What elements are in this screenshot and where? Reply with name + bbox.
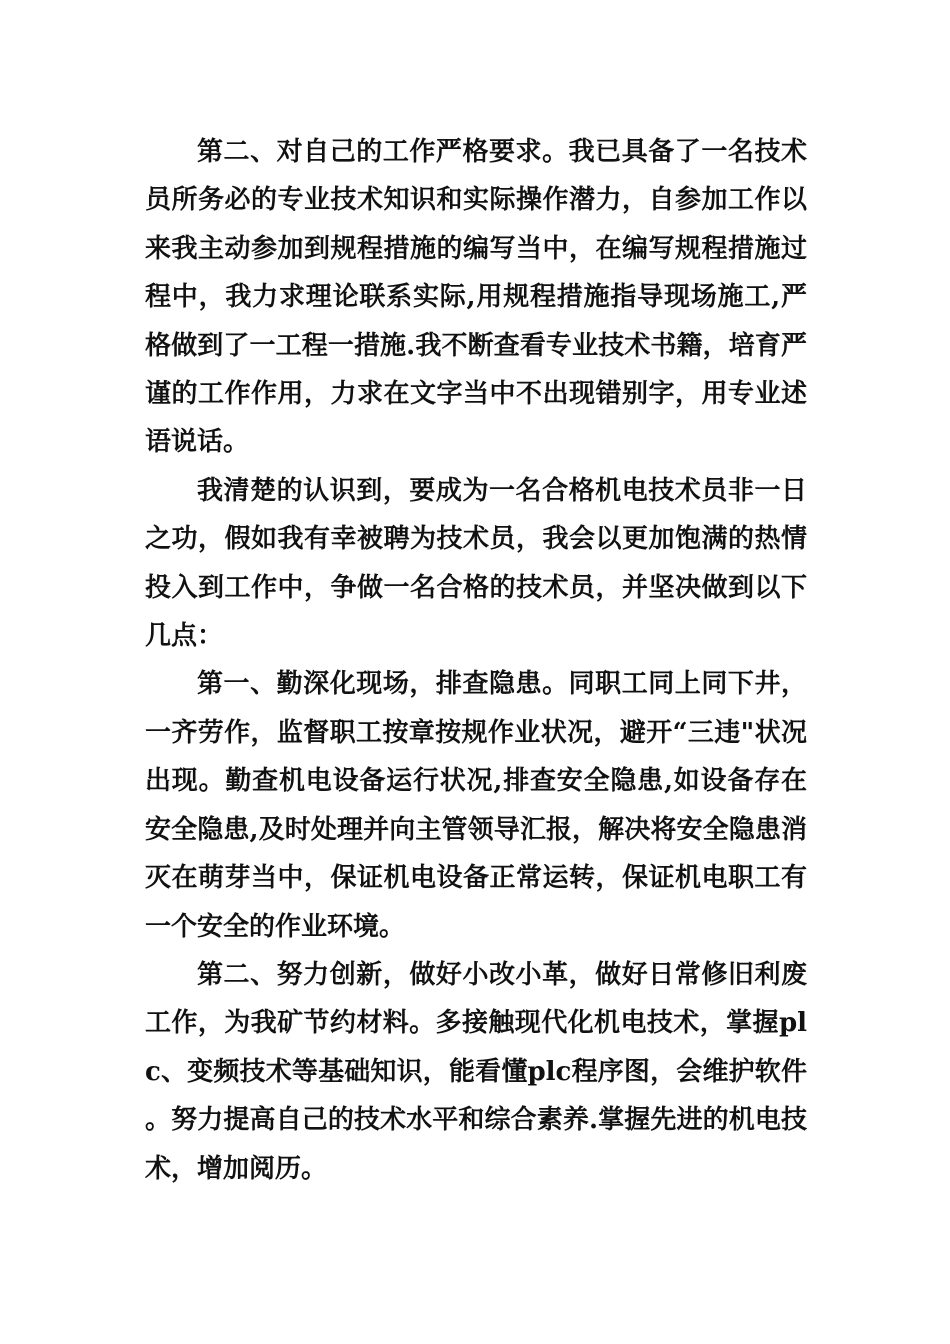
paragraph-point-two: 第二、努力创新，做好小改小革，做好日常修旧利废工作，为我矿节约材料。多接触现代化机电技术，掌握plc、变频技术等基础知识，能看懂plc程序图，会维护软件。努力提高自己的技术水平和综合素养.掌握先进的机电技术，增加阅历。 xyxy=(145,959,807,1184)
paragraph-point-one: 第一、勤深化现场，排查隐患。同职工同上同下井，一齐劳作，监督职工按章按规作业状况，避开“三违"状况出现。勤查机电设备运行状况,排查安全隐患,如设备存在安全隐患,及时处理并向主管领导汇报，解决将安全隐患消灭在萌芽当中，保证机电设备正常运转，保证机电职工有一个安全的作业环境。 xyxy=(145,669,807,942)
paragraph-work-requirements: 第二、对自己的工作严格要求。我已具备了一名技术员所务必的专业技术知识和实际操作潜力，自参加工作以来我主动参加到规程措施的编写当中，在编写规程措施过程中，我力求理论联系实际,用规程措施指导现场施工,严格做到了一工程一措施.我不断查看专业技术书籍，培育严谨的工作作用，力求在文字当中不出现错别字，用专业述语说话。 xyxy=(145,137,807,458)
document-body xyxy=(145,128,807,1193)
paragraph-awareness: 我清楚的认识到，要成为一名合格机电技术员非一日之功，假如我有幸被聘为技术员，我会以更加饱满的热情投入到工作中，争做一名合格的技术员，并坚决做到以下几点： xyxy=(145,475,807,652)
